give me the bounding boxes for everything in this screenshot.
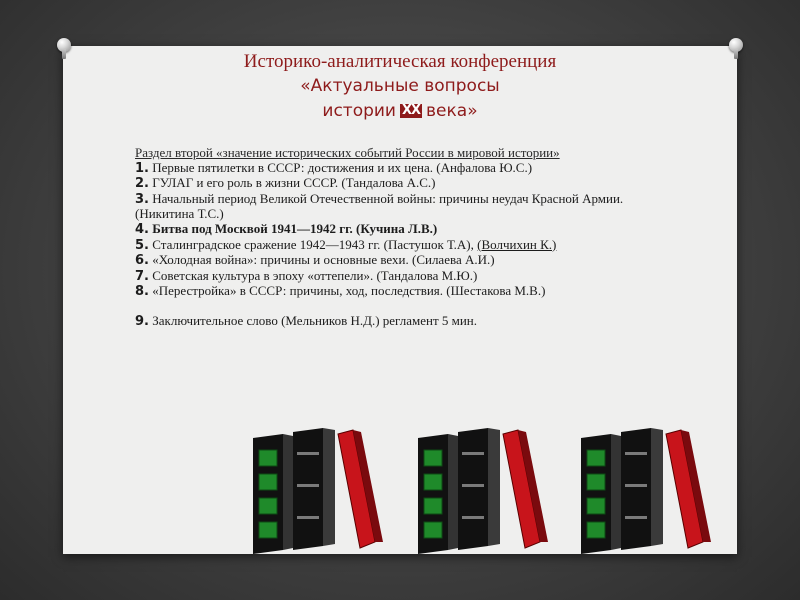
book-stack-icon	[408, 424, 568, 554]
slide-title	[63, 50, 737, 124]
agenda-item: 8. «Перестройка» в СССР: причины, ход, последствия. (Шестакова М.В.)	[135, 283, 546, 300]
agenda-item-final: 9. Заключительное слово (Мельников Н.Д.) регламент 5 мин.	[135, 312, 478, 329]
agenda-item: 7. Советская культура в эпоху «оттепели». (Тандалова М.Ю.)	[135, 267, 478, 284]
agenda-item: 1. Первые пятилетки в СССР: достижения и их цена. (Анфалова Ю.С.)	[135, 159, 533, 176]
agenda-item: 2. ГУЛАГ и его роль в жизни СССР. (Тандалова А.С.)	[135, 175, 436, 192]
agenda-item: 3. Начальный период Великой Отечественной войны: причины неудач Красной Армии. (Никитина Т.С.)	[135, 190, 624, 222]
title-line-2: «Актуальные вопросы	[300, 76, 500, 96]
title-line-3	[63, 98, 737, 124]
roman-numeral-badge: XX	[401, 103, 421, 118]
agenda-item: 6. «Холодная война»: причины и основные вехи. (Силаева А.И.)	[135, 252, 495, 269]
book-stack-icon	[243, 424, 403, 554]
title-line-1: Историко-аналитическая конференция	[243, 51, 557, 72]
section-heading: Раздел второй «значение исторических событий России в мировой истории»	[135, 145, 560, 160]
agenda	[135, 146, 675, 330]
agenda-item: 5. Сталинградское сражение 1942—1943 гг. (Пастушок Т.А), (Волчихин К.)	[135, 236, 557, 253]
title-line-3-pre: истории	[322, 101, 396, 121]
book-stack-icon	[571, 424, 731, 554]
title-line-3-post: века»	[426, 101, 478, 121]
slide-card	[63, 46, 737, 554]
agenda-item: 4. Битва под Москвой 1941—1942 гг. (Кучина Л.В.)	[135, 220, 438, 237]
